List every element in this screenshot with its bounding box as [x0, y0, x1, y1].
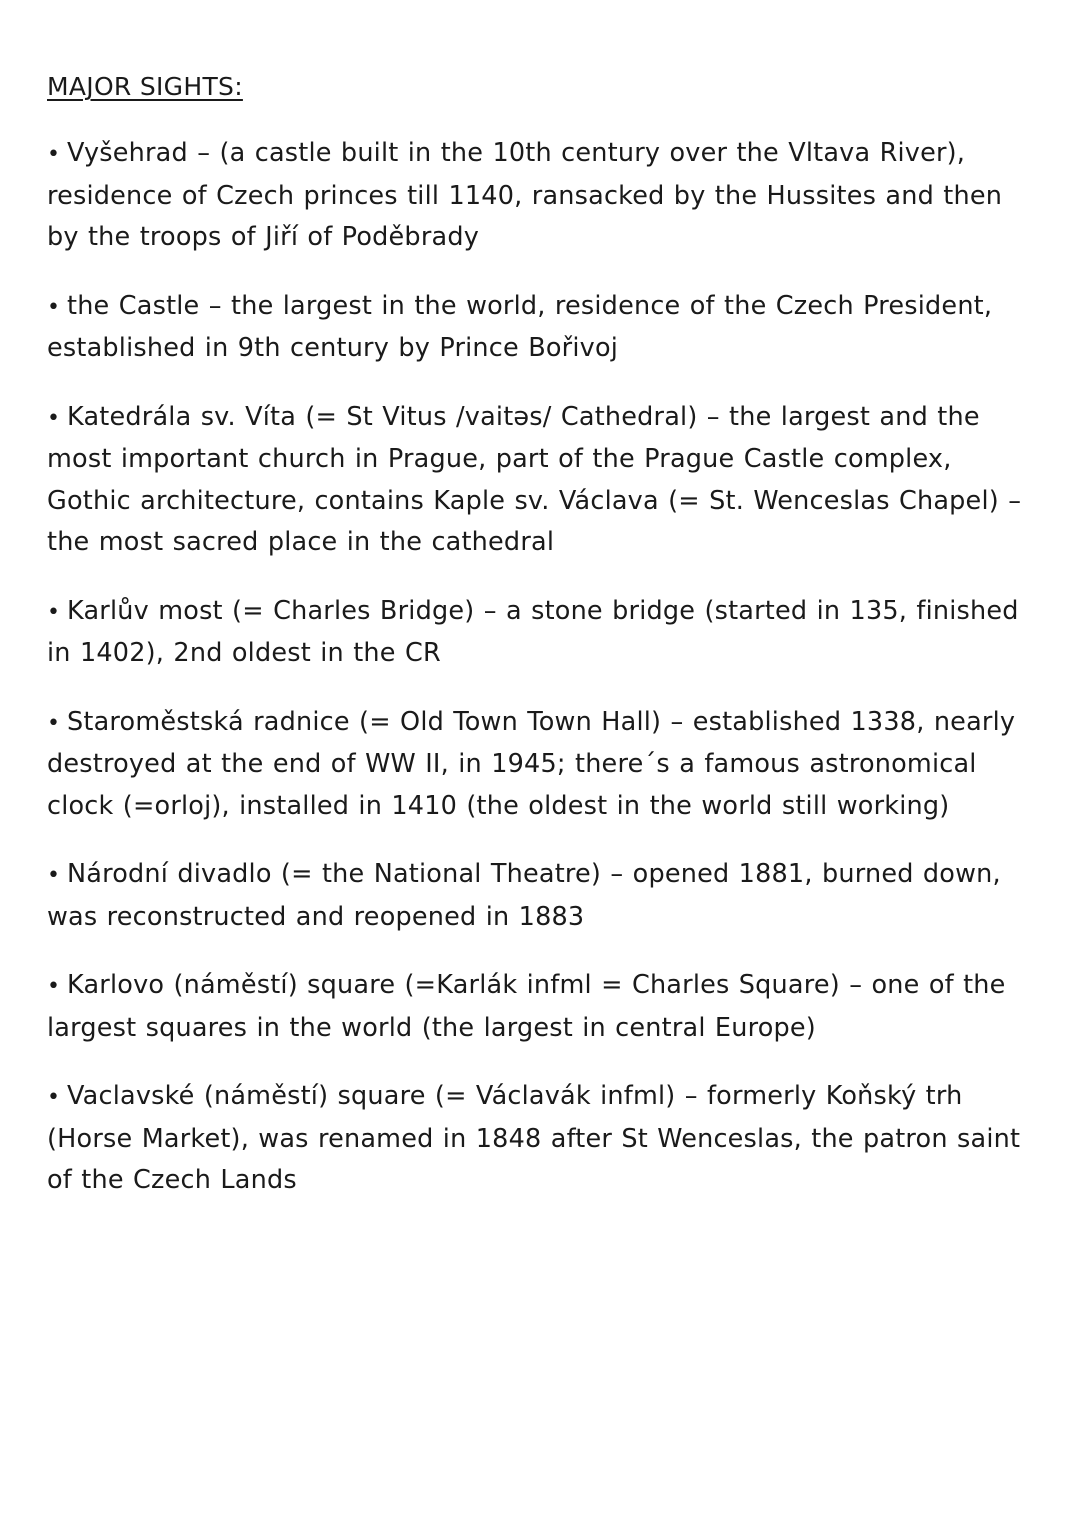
- page-title: MAJOR SIGHTS:: [47, 72, 243, 101]
- bullet-icon: •: [47, 142, 61, 167]
- bullet-icon: •: [47, 405, 61, 431]
- entry-text: Karlovo (náměstí) square (=Karlák infml = Charles Square) – one of the largest squares in the world (the largest in central Europe): [47, 970, 1006, 1043]
- bullet-icon: •: [47, 710, 61, 736]
- sight-entry-castle: [47, 286, 1032, 370]
- bullet-icon: •: [47, 294, 61, 320]
- entry-text: Karlův most (= Charles Bridge) – a stone bridge (started in 135, finished in 1402), 2nd oldest in the CR: [47, 595, 1019, 668]
- sight-entry-wenceslas-square: [47, 1076, 1032, 1202]
- entry-text: Národní divadlo (= the National Theatre) – opened 1881, burned down, was reconstructed and reopened in 1883: [47, 859, 1001, 932]
- sight-entry-cathedral: [47, 397, 1032, 564]
- entry-text: Vaclavské (náměstí) square (= Václavák infml) – formerly Koňský trh (Horse Market), was renamed in 1848 after St Wenceslas, the patron saint of the Czech Lands: [47, 1081, 1021, 1195]
- bullet-icon: •: [47, 863, 61, 888]
- entry-text: Staroměstská radnice (= Old Town Town Hall) – established 1338, nearly destroyed at the end of WW II, in 1945; there´s a famous astronomical clock (=orloj), installed in 1410 (the oldest in the world still working): [47, 706, 1016, 821]
- bullet-icon: •: [47, 599, 61, 625]
- sight-entry-national-theatre: [47, 854, 1032, 938]
- notes-page: [47, 66, 1032, 1229]
- bullet-icon: •: [47, 1085, 61, 1110]
- sight-entry-charles-bridge: [47, 591, 1032, 675]
- sight-entry-town-hall: [47, 702, 1032, 828]
- bullet-icon: •: [47, 974, 61, 999]
- sight-entry-vysehrad: [47, 133, 1032, 259]
- sight-entry-charles-square: [47, 965, 1032, 1049]
- entry-text: Katedrála sv. Víta (= St Vitus /vaitəs/ Cathedral) – the largest and the most important church in Prague, part of the Prague Castle complex, Gothic architecture, contains Kaple sv. Václava (= St. Wenceslas Chapel) – the most sacred place in the cathedral: [47, 401, 1022, 557]
- entry-text: the Castle – the largest in the world, residence of the Czech President, established in 9th century by Prince Bořivoj: [47, 290, 993, 363]
- entry-text: Vyšehrad – (a castle built in the 10th century over the Vltava River), residence of Czech princes till 1140, ransacked by the Hussites and then by the troops of Jiří of Poděbrady: [47, 138, 1003, 252]
